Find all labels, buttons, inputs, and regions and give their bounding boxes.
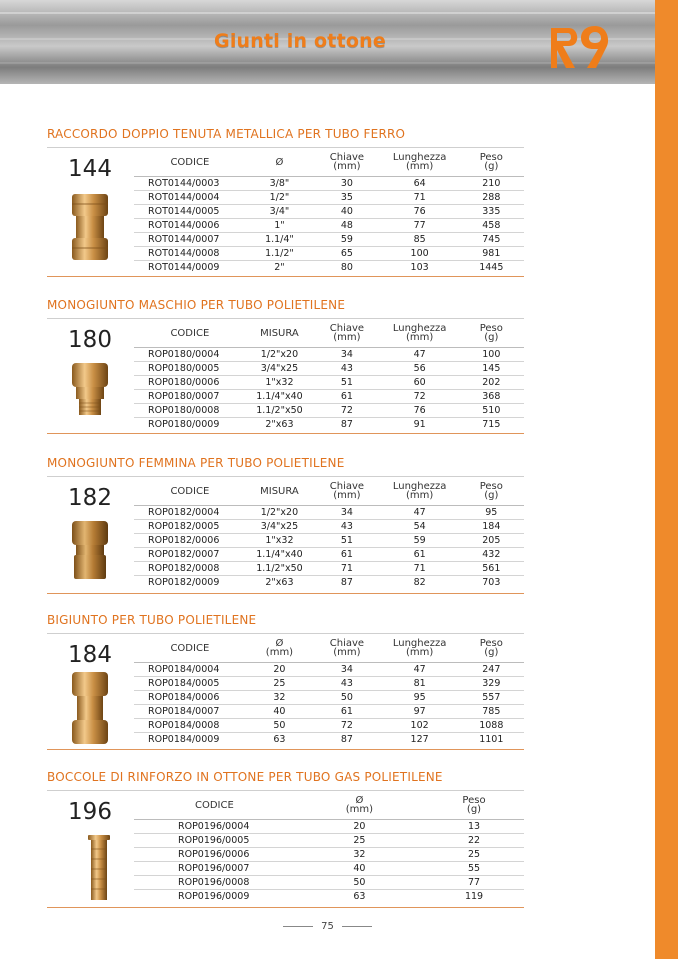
table-cell: 703 (482, 577, 501, 588)
table-cell: 202 (459, 376, 524, 390)
table-cell: 72 (381, 390, 459, 404)
table-cell: 34 (313, 506, 380, 520)
table-cell: ROT0144/0007 (134, 233, 246, 247)
table-cell: 335 (459, 205, 524, 219)
table-row (134, 348, 524, 362)
table-cell: 95 (459, 506, 524, 520)
table-cell: 43 (313, 520, 380, 534)
col-header: CODICE (134, 634, 246, 663)
table-cell: 3/4"x25 (246, 362, 313, 376)
table-row (134, 219, 524, 233)
table-cell: 100 (459, 348, 524, 362)
col-header: CODICE (134, 319, 246, 348)
table-cell: 25 (295, 834, 424, 848)
table-row (134, 705, 524, 719)
table-cell: ROT0144/0008 (134, 247, 246, 261)
col-header: Peso (g) (459, 319, 524, 348)
table-cell: 71 (313, 562, 380, 576)
table-cell: 87 (340, 419, 353, 430)
table-cell: ROP0196/0008 (134, 876, 295, 890)
footer-rule-left (283, 926, 313, 927)
table-cell: 1088 (459, 719, 524, 733)
table-cell: 247 (459, 663, 524, 677)
table-row (134, 719, 524, 733)
section-184 (47, 613, 524, 745)
table-cell: 43 (313, 677, 380, 691)
page-footer (0, 921, 655, 932)
table-cell: 102 (381, 719, 459, 733)
table-row (134, 862, 524, 876)
col-header: Chiave (mm) (313, 634, 380, 663)
table-cell: 1.1/2"x50 (246, 404, 313, 418)
table-cell: 47 (381, 663, 459, 677)
table-header-row (134, 477, 524, 506)
table-row (134, 506, 524, 520)
table-cell: 1.1/4"x40 (246, 548, 313, 562)
table-cell: ROP0182/0009 (148, 577, 220, 588)
table-cell: 1101 (479, 734, 504, 745)
table-cell: 47 (381, 348, 459, 362)
section-body (47, 633, 524, 750)
table-cell: ROP0182/0005 (134, 520, 246, 534)
col-header: CODICE (134, 477, 246, 506)
table-row (134, 205, 524, 219)
table-row (134, 418, 524, 432)
table-cell: 80 (340, 262, 353, 273)
table-cell: ROP0184/0009 (148, 734, 220, 745)
page-title: Giunti in ottone (214, 30, 386, 52)
table-cell: 35 (313, 191, 380, 205)
table-cell: 205 (459, 534, 524, 548)
table-cell: 329 (459, 677, 524, 691)
table-cell: 59 (381, 534, 459, 548)
table-cell: 1" (246, 219, 313, 233)
table-cell: 76 (381, 404, 459, 418)
section-182 (47, 456, 524, 588)
table-cell: 557 (459, 691, 524, 705)
reinforcement-bush-icon (77, 835, 121, 901)
section-title: BIGIUNTO PER TUBO POLIETILENE (47, 613, 257, 627)
table-cell: 1.1/4"x40 (246, 390, 313, 404)
table-cell: ROT0144/0004 (134, 191, 246, 205)
table-cell: ROT0144/0009 (148, 262, 220, 273)
table-cell: 145 (459, 362, 524, 376)
table-header-row (134, 319, 524, 348)
table-cell: 2"x63 (265, 419, 294, 430)
table-cell: ROP0184/0005 (134, 677, 246, 691)
table-row (134, 177, 524, 191)
col-header: Chiave (mm) (313, 477, 380, 506)
table-cell: 51 (313, 534, 380, 548)
table-cell: ROP0196/0005 (134, 834, 295, 848)
table-cell: ROP0196/0004 (134, 820, 295, 834)
table-cell: 458 (459, 219, 524, 233)
table-cell: 64 (381, 177, 459, 191)
table-cell: 184 (459, 520, 524, 534)
table-header-row (134, 634, 524, 663)
table-header-row (134, 791, 524, 820)
table-cell: 127 (410, 734, 429, 745)
table-cell: 40 (246, 705, 313, 719)
col-header: Lunghezza (mm) (381, 148, 459, 177)
table-cell: 100 (381, 247, 459, 261)
table-cell: ROP0182/0007 (134, 548, 246, 562)
table-cell: 85 (381, 233, 459, 247)
table-cell: 65 (313, 247, 380, 261)
table-cell: 25 (424, 848, 524, 862)
col-header: Lunghezza (mm) (381, 477, 459, 506)
table-row (134, 233, 524, 247)
col-header: Peso (g) (459, 634, 524, 663)
col-header: MISURA (246, 319, 313, 348)
table-cell: ROP0182/0008 (134, 562, 246, 576)
table-cell: 95 (381, 691, 459, 705)
table-cell: 61 (313, 705, 380, 719)
table-cell: 32 (295, 848, 424, 862)
table-cell: 51 (313, 376, 380, 390)
table-cell: ROT0144/0006 (134, 219, 246, 233)
table-cell: 119 (464, 891, 484, 902)
table-cell: 1"x32 (246, 376, 313, 390)
footer-rule-right (342, 926, 372, 927)
table-cell: ROP0196/0007 (134, 862, 295, 876)
table-cell: 1/2"x20 (246, 506, 313, 520)
rs-logo-icon (549, 22, 609, 70)
data-table (134, 319, 524, 431)
table-cell: ROP0180/0005 (134, 362, 246, 376)
col-header: CODICE (134, 148, 246, 177)
table-row (134, 876, 524, 890)
data-table (134, 148, 524, 274)
section-body (47, 790, 524, 908)
table-cell: 71 (381, 191, 459, 205)
male-union-fitting-icon (68, 361, 112, 417)
col-header: Ø (mm) (295, 791, 424, 820)
table-cell: 2" (274, 262, 285, 273)
product-number: 182 (68, 485, 112, 511)
section-body (47, 476, 524, 594)
table-cell: 61 (313, 390, 380, 404)
table-cell: 55 (424, 862, 524, 876)
section-title: BOCCOLE DI RINFORZO IN OTTONE PER TUBO GAS POLIETILENE (47, 770, 443, 784)
section-body (47, 318, 524, 434)
table-cell: 32 (246, 691, 313, 705)
table-cell: ROP0196/0006 (134, 848, 295, 862)
product-number: 184 (68, 642, 112, 668)
table-cell: ROP0182/0006 (134, 534, 246, 548)
table-cell: 34 (313, 663, 380, 677)
double-union-pe-fitting-icon (68, 670, 112, 746)
table-cell: 77 (424, 876, 524, 890)
section-title: MONOGIUNTO MASCHIO PER TUBO POLIETILENE (47, 298, 346, 312)
table-cell: 13 (424, 820, 524, 834)
table-cell: 1"x32 (246, 534, 313, 548)
table-cell: 745 (459, 233, 524, 247)
table-cell: 82 (413, 577, 426, 588)
product-number: 144 (68, 156, 112, 182)
table-cell: 3/4" (246, 205, 313, 219)
table-cell: 81 (381, 677, 459, 691)
table-cell: ROT0144/0005 (134, 205, 246, 219)
product-number: 180 (68, 327, 112, 353)
section-title: RACCORDO DOPPIO TENUTA METALLICA PER TUBO FERRO (47, 127, 406, 141)
col-header: Lunghezza (mm) (381, 634, 459, 663)
table-row (134, 520, 524, 534)
table-cell: ROP0180/0009 (148, 419, 220, 430)
table-cell: 61 (381, 548, 459, 562)
table-cell: 20 (246, 663, 313, 677)
table-cell: 20 (295, 820, 424, 834)
table-row (134, 247, 524, 261)
section-title: MONOGIUNTO FEMMINA PER TUBO POLIETILENE (47, 456, 345, 470)
table-cell: 368 (459, 390, 524, 404)
table-cell: ROP0184/0008 (134, 719, 246, 733)
table-cell: 87 (340, 577, 353, 588)
table-cell: 47 (381, 506, 459, 520)
col-header: Ø (246, 148, 313, 177)
table-cell: ROP0184/0006 (134, 691, 246, 705)
table-cell: 40 (295, 862, 424, 876)
table-cell: ROP0184/0004 (134, 663, 246, 677)
table-cell: 61 (313, 548, 380, 562)
table-cell: 1.1/2" (246, 247, 313, 261)
table-cell: 63 (273, 734, 286, 745)
table-cell: 103 (410, 262, 429, 273)
female-union-fitting-icon (68, 519, 112, 581)
col-header: Lunghezza (mm) (381, 319, 459, 348)
table-cell: 43 (313, 362, 380, 376)
product-number: 196 (68, 799, 112, 825)
col-header: CODICE (134, 791, 295, 820)
table-row (134, 404, 524, 418)
table-cell: 87 (340, 734, 353, 745)
table-cell: 22 (424, 834, 524, 848)
table-cell: 561 (459, 562, 524, 576)
table-cell: 1.1/4" (246, 233, 313, 247)
table-row (134, 677, 524, 691)
table-cell: 25 (246, 677, 313, 691)
table-cell: ROP0180/0004 (134, 348, 246, 362)
table-cell: 77 (381, 219, 459, 233)
table-row (134, 390, 524, 404)
section-180 (47, 298, 524, 430)
table-cell: 40 (313, 205, 380, 219)
col-header: Peso (g) (459, 477, 524, 506)
table-cell: 72 (313, 719, 380, 733)
table-cell: 3/4"x25 (246, 520, 313, 534)
double-union-fitting-icon (68, 192, 112, 262)
page-number: 75 (321, 921, 334, 932)
table-row (134, 733, 524, 747)
table-cell: 715 (482, 419, 501, 430)
table-cell: 1445 (479, 262, 504, 273)
data-table (134, 477, 524, 589)
table-cell: 785 (459, 705, 524, 719)
table-cell: 50 (313, 691, 380, 705)
table-cell: 432 (459, 548, 524, 562)
table-cell: 59 (313, 233, 380, 247)
col-header: Peso (g) (424, 791, 524, 820)
table-cell: ROP0180/0007 (134, 390, 246, 404)
table-row (134, 848, 524, 862)
table-cell: ROP0184/0007 (134, 705, 246, 719)
side-accent-bar (655, 0, 678, 959)
table-cell: 1/2"x20 (246, 348, 313, 362)
table-cell: ROP0180/0008 (134, 404, 246, 418)
table-row (134, 576, 524, 590)
table-cell: 50 (246, 719, 313, 733)
table-cell: 48 (313, 219, 380, 233)
table-cell: 60 (381, 376, 459, 390)
table-cell: 210 (459, 177, 524, 191)
table-cell: 71 (381, 562, 459, 576)
table-cell: 981 (459, 247, 524, 261)
table-cell: ROP0196/0009 (178, 891, 250, 902)
table-cell: 510 (459, 404, 524, 418)
data-table (134, 634, 524, 746)
table-cell: 76 (381, 205, 459, 219)
table-row (134, 834, 524, 848)
table-row (134, 261, 524, 275)
col-header: Peso (g) (459, 148, 524, 177)
table-cell: 91 (413, 419, 426, 430)
table-row (134, 562, 524, 576)
table-cell: 3/8" (246, 177, 313, 191)
table-cell: 1/2" (246, 191, 313, 205)
table-cell: 63 (353, 891, 366, 902)
table-cell: 1.1/2"x50 (246, 562, 313, 576)
table-header-row (134, 148, 524, 177)
table-row (134, 376, 524, 390)
table-row (134, 548, 524, 562)
table-cell: 30 (313, 177, 380, 191)
table-cell: 56 (381, 362, 459, 376)
col-header: Chiave (mm) (313, 319, 380, 348)
table-cell: 34 (313, 348, 380, 362)
page-header (0, 0, 655, 84)
col-header: MISURA (246, 477, 313, 506)
table-row (134, 691, 524, 705)
col-header: Ø (mm) (246, 634, 313, 663)
table-row (134, 362, 524, 376)
table-row (134, 534, 524, 548)
section-144 (47, 127, 524, 273)
table-cell: 97 (381, 705, 459, 719)
section-body (47, 147, 524, 277)
table-cell: 288 (459, 191, 524, 205)
table-cell: 50 (295, 876, 424, 890)
table-row (134, 663, 524, 677)
table-cell: 2"x63 (265, 577, 294, 588)
section-196 (47, 770, 524, 902)
table-row (134, 890, 524, 904)
table-cell: 54 (381, 520, 459, 534)
col-header: Chiave (mm) (313, 148, 380, 177)
table-cell: ROP0182/0004 (134, 506, 246, 520)
table-cell: 72 (313, 404, 380, 418)
table-cell: ROP0180/0006 (134, 376, 246, 390)
table-cell: ROT0144/0003 (134, 177, 246, 191)
data-table (134, 791, 524, 903)
table-row (134, 191, 524, 205)
table-row (134, 820, 524, 834)
